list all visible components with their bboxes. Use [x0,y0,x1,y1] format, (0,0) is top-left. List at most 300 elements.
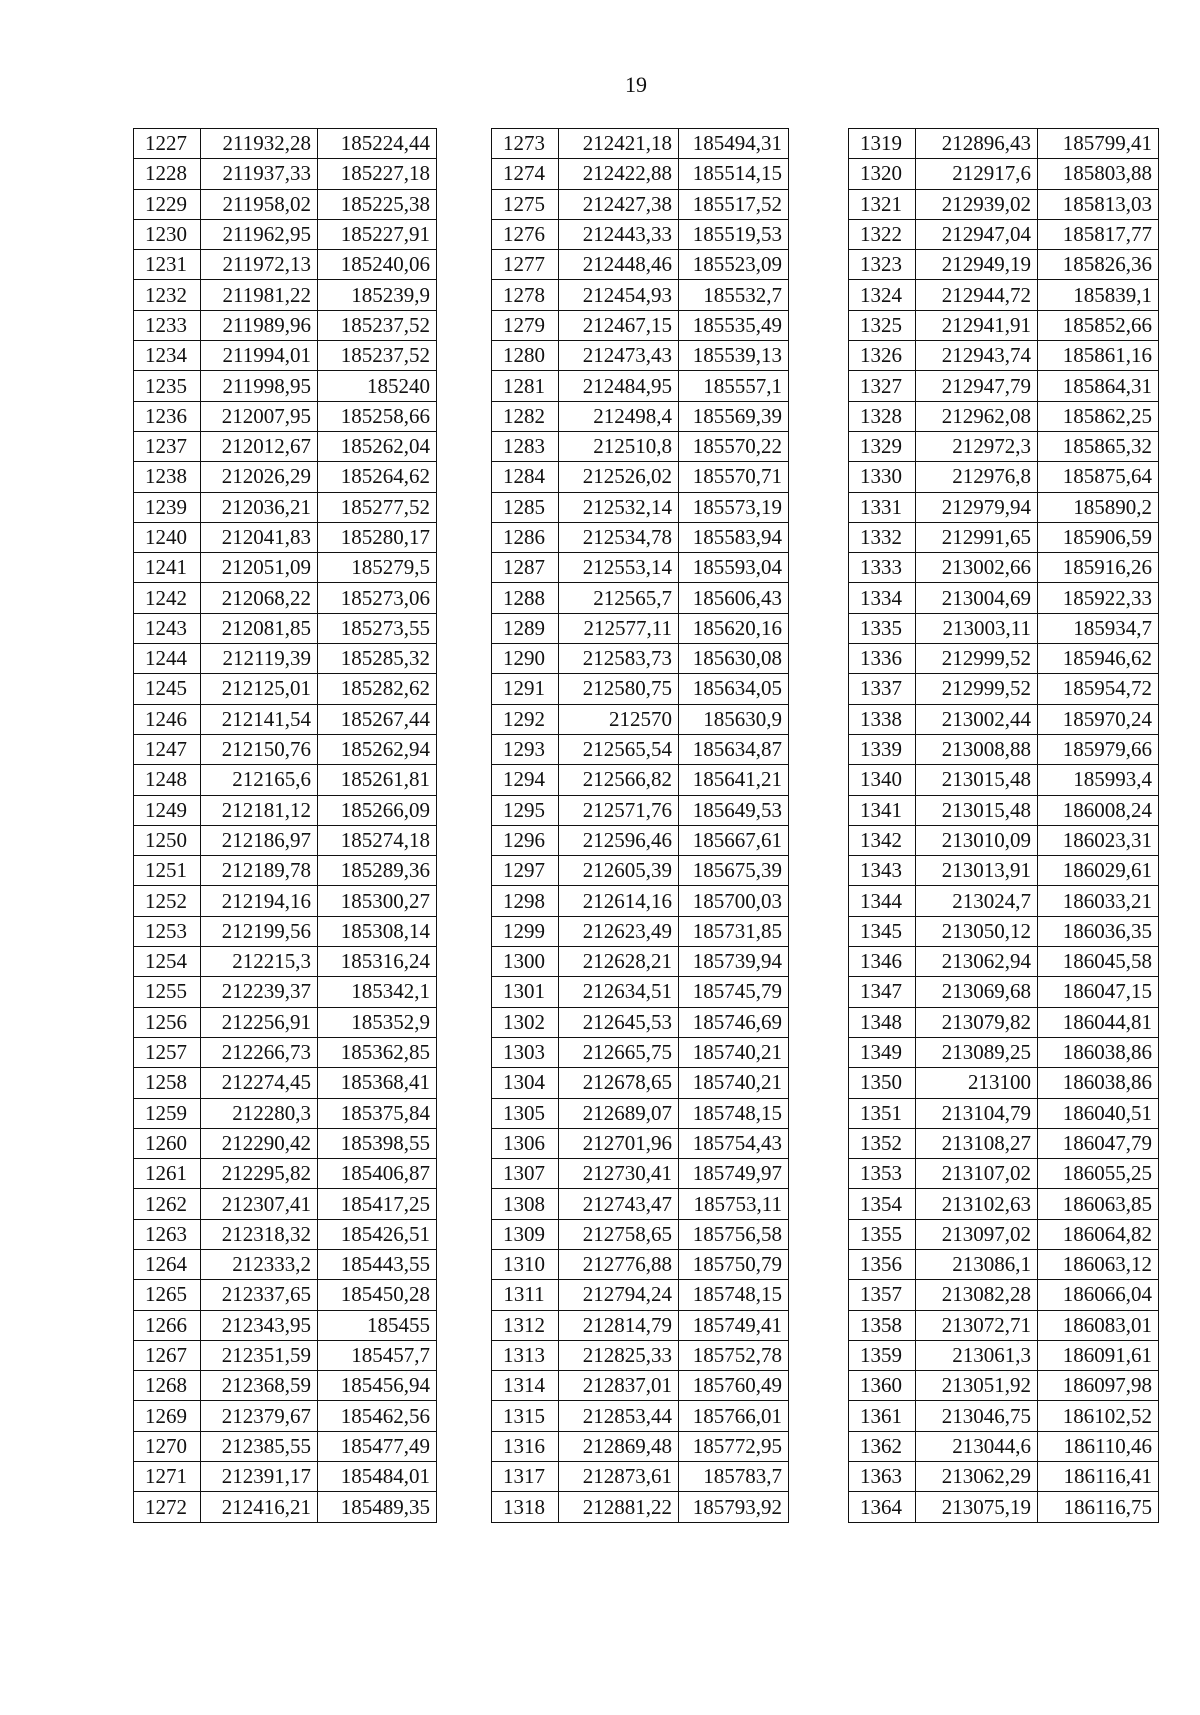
point-number-cell: 1256 [134,1007,201,1037]
point-number-cell: 1278 [492,280,559,310]
point-number-cell: 1252 [134,886,201,916]
x-coordinate-cell: 213004,69 [916,583,1038,613]
table-row [849,159,1159,189]
table-row [492,1310,789,1340]
point-number-cell: 1267 [134,1340,201,1370]
y-coordinate-cell: 185700,03 [679,886,789,916]
point-number-cell: 1229 [134,189,201,219]
table-row [492,886,789,916]
point-number-cell: 1357 [849,1280,916,1310]
x-coordinate-cell: 211962,95 [201,219,318,249]
y-coordinate-cell: 185258,66 [318,401,437,431]
y-coordinate-cell: 185852,66 [1038,310,1159,340]
point-number-cell: 1239 [134,492,201,522]
table-row [492,856,789,886]
point-number-cell: 1295 [492,795,559,825]
table-row [134,825,437,855]
point-number-cell: 1330 [849,462,916,492]
y-coordinate-cell: 185993,4 [1038,765,1159,795]
x-coordinate-cell: 212571,76 [559,795,679,825]
table-row [849,1159,1159,1189]
y-coordinate-cell: 185754,43 [679,1128,789,1158]
x-coordinate-cell: 212730,41 [559,1159,679,1189]
table-row [134,1340,437,1370]
table-row [492,977,789,1007]
y-coordinate-cell: 185285,32 [318,644,437,674]
x-coordinate-cell: 212917,6 [916,159,1038,189]
y-coordinate-cell: 185620,16 [679,613,789,643]
table-row [134,1462,437,1492]
point-number-cell: 1364 [849,1492,916,1522]
y-coordinate-cell: 185224,44 [318,129,437,159]
x-coordinate-cell: 212041,83 [201,522,318,552]
y-coordinate-cell: 186040,51 [1038,1098,1159,1128]
y-coordinate-cell: 185375,84 [318,1098,437,1128]
x-coordinate-cell: 212150,76 [201,734,318,764]
table-row [849,674,1159,704]
point-number-cell: 1268 [134,1371,201,1401]
table-row [849,825,1159,855]
table-row [849,1371,1159,1401]
x-coordinate-cell: 212962,08 [916,401,1038,431]
x-coordinate-cell: 212939,02 [916,189,1038,219]
table-row [849,1340,1159,1370]
table-row [849,613,1159,643]
table-row [849,1037,1159,1067]
y-coordinate-cell: 186116,41 [1038,1462,1159,1492]
point-number-cell: 1253 [134,916,201,946]
x-coordinate-cell: 213108,27 [916,1128,1038,1158]
x-coordinate-cell: 213062,94 [916,947,1038,977]
y-coordinate-cell: 185675,39 [679,856,789,886]
point-number-cell: 1305 [492,1098,559,1128]
table-row [134,1249,437,1279]
point-number-cell: 1337 [849,674,916,704]
y-coordinate-cell: 185752,78 [679,1340,789,1370]
table-row [492,644,789,674]
y-coordinate-cell: 186097,98 [1038,1371,1159,1401]
y-coordinate-cell: 185569,39 [679,401,789,431]
y-coordinate-cell: 185861,16 [1038,341,1159,371]
x-coordinate-cell: 213024,7 [916,886,1038,916]
x-coordinate-cell: 212553,14 [559,553,679,583]
point-number-cell: 1360 [849,1371,916,1401]
y-coordinate-cell: 185570,22 [679,431,789,461]
point-number-cell: 1328 [849,401,916,431]
table-row [134,1189,437,1219]
y-coordinate-cell: 185274,18 [318,825,437,855]
y-coordinate-cell: 185641,21 [679,765,789,795]
y-coordinate-cell: 185799,41 [1038,129,1159,159]
table-row [849,765,1159,795]
x-coordinate-cell: 213097,02 [916,1219,1038,1249]
point-number-cell: 1263 [134,1219,201,1249]
table-row [492,916,789,946]
x-coordinate-cell: 212972,3 [916,431,1038,461]
table-row [134,492,437,522]
table-row [134,613,437,643]
x-coordinate-cell: 213061,3 [916,1340,1038,1370]
page-number: 19 [625,72,647,97]
table-row [134,1280,437,1310]
x-coordinate-cell: 212498,4 [559,401,679,431]
table-row [849,1189,1159,1219]
point-number-cell: 1314 [492,1371,559,1401]
y-coordinate-cell: 185300,27 [318,886,437,916]
point-number-cell: 1299 [492,916,559,946]
y-coordinate-cell: 185443,55 [318,1249,437,1279]
point-number-cell: 1303 [492,1037,559,1067]
point-number-cell: 1329 [849,431,916,461]
table-row [134,522,437,552]
table-row [134,280,437,310]
x-coordinate-cell: 212628,21 [559,947,679,977]
table-row [492,765,789,795]
x-coordinate-cell: 212853,44 [559,1401,679,1431]
point-number-cell: 1235 [134,371,201,401]
table-row [849,916,1159,946]
point-number-cell: 1307 [492,1159,559,1189]
y-coordinate-cell: 186047,79 [1038,1128,1159,1158]
x-coordinate-cell: 213062,29 [916,1462,1038,1492]
point-number-cell: 1306 [492,1128,559,1158]
y-coordinate-cell: 186038,86 [1038,1068,1159,1098]
table-row [492,431,789,461]
point-number-cell: 1356 [849,1249,916,1279]
x-coordinate-cell: 212665,75 [559,1037,679,1067]
table-row [492,1431,789,1461]
y-coordinate-cell: 185352,9 [318,1007,437,1037]
x-coordinate-cell: 212307,41 [201,1189,318,1219]
table-row [849,1492,1159,1522]
table-row [849,492,1159,522]
y-coordinate-cell: 185523,09 [679,250,789,280]
table-row [492,1219,789,1249]
point-number-cell: 1318 [492,1492,559,1522]
table-row [492,401,789,431]
point-number-cell: 1292 [492,704,559,734]
y-coordinate-cell: 185277,52 [318,492,437,522]
point-number-cell: 1333 [849,553,916,583]
table-row [134,1492,437,1522]
x-coordinate-cell: 212467,15 [559,310,679,340]
table-row [492,492,789,522]
table-row [492,704,789,734]
x-coordinate-cell: 212577,11 [559,613,679,643]
y-coordinate-cell: 185457,7 [318,1340,437,1370]
x-coordinate-cell: 213102,63 [916,1189,1038,1219]
table-row [849,1007,1159,1037]
y-coordinate-cell: 185450,28 [318,1280,437,1310]
point-number-cell: 1287 [492,553,559,583]
point-number-cell: 1262 [134,1189,201,1219]
y-coordinate-cell: 185630,9 [679,704,789,734]
point-number-cell: 1273 [492,129,559,159]
point-number-cell: 1249 [134,795,201,825]
point-number-cell: 1296 [492,825,559,855]
x-coordinate-cell: 212565,54 [559,734,679,764]
point-number-cell: 1354 [849,1189,916,1219]
table-row [134,1431,437,1461]
point-number-cell: 1297 [492,856,559,886]
y-coordinate-cell: 186038,86 [1038,1037,1159,1067]
point-number-cell: 1257 [134,1037,201,1067]
point-number-cell: 1275 [492,189,559,219]
y-coordinate-cell: 185756,58 [679,1219,789,1249]
y-coordinate-cell: 185239,9 [318,280,437,310]
point-number-cell: 1293 [492,734,559,764]
point-number-cell: 1250 [134,825,201,855]
point-number-cell: 1298 [492,886,559,916]
point-number-cell: 1261 [134,1159,201,1189]
x-coordinate-cell: 212484,95 [559,371,679,401]
x-coordinate-cell: 212510,8 [559,431,679,461]
table-row [492,1159,789,1189]
y-coordinate-cell: 186055,25 [1038,1159,1159,1189]
y-coordinate-cell: 185634,05 [679,674,789,704]
x-coordinate-cell: 212125,01 [201,674,318,704]
point-number-cell: 1302 [492,1007,559,1037]
x-coordinate-cell: 212256,91 [201,1007,318,1037]
table-row [849,129,1159,159]
x-coordinate-cell: 212036,21 [201,492,318,522]
y-coordinate-cell: 185316,24 [318,947,437,977]
y-coordinate-cell: 185282,62 [318,674,437,704]
point-number-cell: 1277 [492,250,559,280]
x-coordinate-cell: 212081,85 [201,613,318,643]
x-coordinate-cell: 212526,02 [559,462,679,492]
y-coordinate-cell: 185862,25 [1038,401,1159,431]
x-coordinate-cell: 212007,95 [201,401,318,431]
table-row [492,734,789,764]
table-row [134,947,437,977]
y-coordinate-cell: 185279,5 [318,553,437,583]
point-number-cell: 1234 [134,341,201,371]
y-coordinate-cell: 185484,01 [318,1462,437,1492]
y-coordinate-cell: 185593,04 [679,553,789,583]
x-coordinate-cell: 212570 [559,704,679,734]
table-row [849,1128,1159,1158]
x-coordinate-cell: 212645,53 [559,1007,679,1037]
x-coordinate-cell: 211994,01 [201,341,318,371]
point-number-cell: 1231 [134,250,201,280]
table-row [849,947,1159,977]
table-row [849,1401,1159,1431]
table-row [492,1007,789,1037]
table-row [492,613,789,643]
table-row [134,977,437,1007]
y-coordinate-cell: 185280,17 [318,522,437,552]
point-number-cell: 1310 [492,1249,559,1279]
x-coordinate-cell: 212068,22 [201,583,318,613]
table-row [849,1280,1159,1310]
table-row [134,462,437,492]
x-coordinate-cell: 212999,52 [916,644,1038,674]
point-number-cell: 1228 [134,159,201,189]
x-coordinate-cell: 212565,7 [559,583,679,613]
table-row [134,159,437,189]
y-coordinate-cell: 185740,21 [679,1037,789,1067]
y-coordinate-cell: 186063,85 [1038,1189,1159,1219]
y-coordinate-cell: 186044,81 [1038,1007,1159,1037]
y-coordinate-cell: 185934,7 [1038,613,1159,643]
x-coordinate-cell: 212825,33 [559,1340,679,1370]
x-coordinate-cell: 212837,01 [559,1371,679,1401]
x-coordinate-cell: 212368,59 [201,1371,318,1401]
y-coordinate-cell: 186045,58 [1038,947,1159,977]
point-number-cell: 1232 [134,280,201,310]
table-row [492,1492,789,1522]
x-coordinate-cell: 212794,24 [559,1280,679,1310]
table-row [492,1401,789,1431]
point-number-cell: 1355 [849,1219,916,1249]
table-row [492,1128,789,1158]
point-number-cell: 1301 [492,977,559,1007]
table-row [492,1249,789,1279]
point-number-cell: 1332 [849,522,916,552]
y-coordinate-cell: 185906,59 [1038,522,1159,552]
y-coordinate-cell: 185783,7 [679,1462,789,1492]
point-number-cell: 1327 [849,371,916,401]
y-coordinate-cell: 185240 [318,371,437,401]
x-coordinate-cell: 212566,82 [559,765,679,795]
x-coordinate-cell: 212758,65 [559,1219,679,1249]
x-coordinate-cell: 212605,39 [559,856,679,886]
point-number-cell: 1352 [849,1128,916,1158]
table-row [849,280,1159,310]
point-number-cell: 1244 [134,644,201,674]
x-coordinate-cell: 212881,22 [559,1492,679,1522]
x-coordinate-cell: 212976,8 [916,462,1038,492]
point-number-cell: 1361 [849,1401,916,1431]
x-coordinate-cell: 212239,37 [201,977,318,1007]
table-row [492,371,789,401]
table-row [134,341,437,371]
table-row [849,1068,1159,1098]
table-row [134,795,437,825]
y-coordinate-cell: 185667,61 [679,825,789,855]
y-coordinate-cell: 186047,15 [1038,977,1159,1007]
table-row [134,704,437,734]
point-number-cell: 1291 [492,674,559,704]
point-number-cell: 1247 [134,734,201,764]
x-coordinate-cell: 211989,96 [201,310,318,340]
y-coordinate-cell: 185289,36 [318,856,437,886]
x-coordinate-cell: 212623,49 [559,916,679,946]
x-coordinate-cell: 212814,79 [559,1310,679,1340]
point-number-cell: 1343 [849,856,916,886]
x-coordinate-cell: 212266,73 [201,1037,318,1067]
x-coordinate-cell: 212999,52 [916,674,1038,704]
point-number-cell: 1270 [134,1431,201,1461]
y-coordinate-cell: 186091,61 [1038,1340,1159,1370]
point-number-cell: 1319 [849,129,916,159]
x-coordinate-cell: 212051,09 [201,553,318,583]
x-coordinate-cell: 212949,19 [916,250,1038,280]
y-coordinate-cell: 185916,26 [1038,553,1159,583]
table-row [849,1431,1159,1461]
y-coordinate-cell: 185865,32 [1038,431,1159,461]
y-coordinate-cell: 185746,69 [679,1007,789,1037]
y-coordinate-cell: 185813,03 [1038,189,1159,219]
x-coordinate-cell: 212290,42 [201,1128,318,1158]
point-number-cell: 1276 [492,219,559,249]
point-number-cell: 1325 [849,310,916,340]
point-number-cell: 1255 [134,977,201,1007]
x-coordinate-cell: 212119,39 [201,644,318,674]
table-row [492,674,789,704]
point-number-cell: 1246 [134,704,201,734]
y-coordinate-cell: 186064,82 [1038,1219,1159,1249]
point-number-cell: 1233 [134,310,201,340]
x-coordinate-cell: 213003,11 [916,613,1038,643]
x-coordinate-cell: 212189,78 [201,856,318,886]
y-coordinate-cell: 185368,41 [318,1068,437,1098]
point-number-cell: 1266 [134,1310,201,1340]
table-row [134,674,437,704]
x-coordinate-cell: 213072,71 [916,1310,1038,1340]
y-coordinate-cell: 185456,94 [318,1371,437,1401]
table-row [492,341,789,371]
x-coordinate-cell: 212776,88 [559,1249,679,1279]
x-coordinate-cell: 212318,32 [201,1219,318,1249]
table-row [492,462,789,492]
point-number-cell: 1348 [849,1007,916,1037]
point-number-cell: 1362 [849,1431,916,1461]
x-coordinate-cell: 211998,95 [201,371,318,401]
y-coordinate-cell: 185766,01 [679,1401,789,1431]
point-number-cell: 1237 [134,431,201,461]
x-coordinate-cell: 212165,6 [201,765,318,795]
table-row [492,583,789,613]
y-coordinate-cell: 185749,97 [679,1159,789,1189]
y-coordinate-cell: 186083,01 [1038,1310,1159,1340]
y-coordinate-cell: 185362,85 [318,1037,437,1067]
table-row [849,734,1159,764]
y-coordinate-cell: 185417,25 [318,1189,437,1219]
table-row [849,219,1159,249]
x-coordinate-cell: 213050,12 [916,916,1038,946]
y-coordinate-cell: 185649,53 [679,795,789,825]
y-coordinate-cell: 185753,11 [679,1189,789,1219]
table-row [849,189,1159,219]
x-coordinate-cell: 212379,67 [201,1401,318,1431]
table-row [134,886,437,916]
y-coordinate-cell: 186033,21 [1038,886,1159,916]
x-coordinate-cell: 213013,91 [916,856,1038,886]
table-row [134,1037,437,1067]
table-row [849,522,1159,552]
table-row [492,1037,789,1067]
x-coordinate-cell: 212991,65 [916,522,1038,552]
point-number-cell: 1274 [492,159,559,189]
point-number-cell: 1317 [492,1462,559,1492]
y-coordinate-cell: 185748,15 [679,1280,789,1310]
x-coordinate-cell: 212532,14 [559,492,679,522]
table-row [849,1310,1159,1340]
table-row [134,1098,437,1128]
x-coordinate-cell: 212351,59 [201,1340,318,1370]
point-number-cell: 1363 [849,1462,916,1492]
y-coordinate-cell: 185557,1 [679,371,789,401]
y-coordinate-cell: 185573,19 [679,492,789,522]
x-coordinate-cell: 213044,6 [916,1431,1038,1461]
point-number-cell: 1283 [492,431,559,461]
x-coordinate-cell: 212743,47 [559,1189,679,1219]
x-coordinate-cell: 213089,25 [916,1037,1038,1067]
table-row [134,310,437,340]
point-number-cell: 1241 [134,553,201,583]
